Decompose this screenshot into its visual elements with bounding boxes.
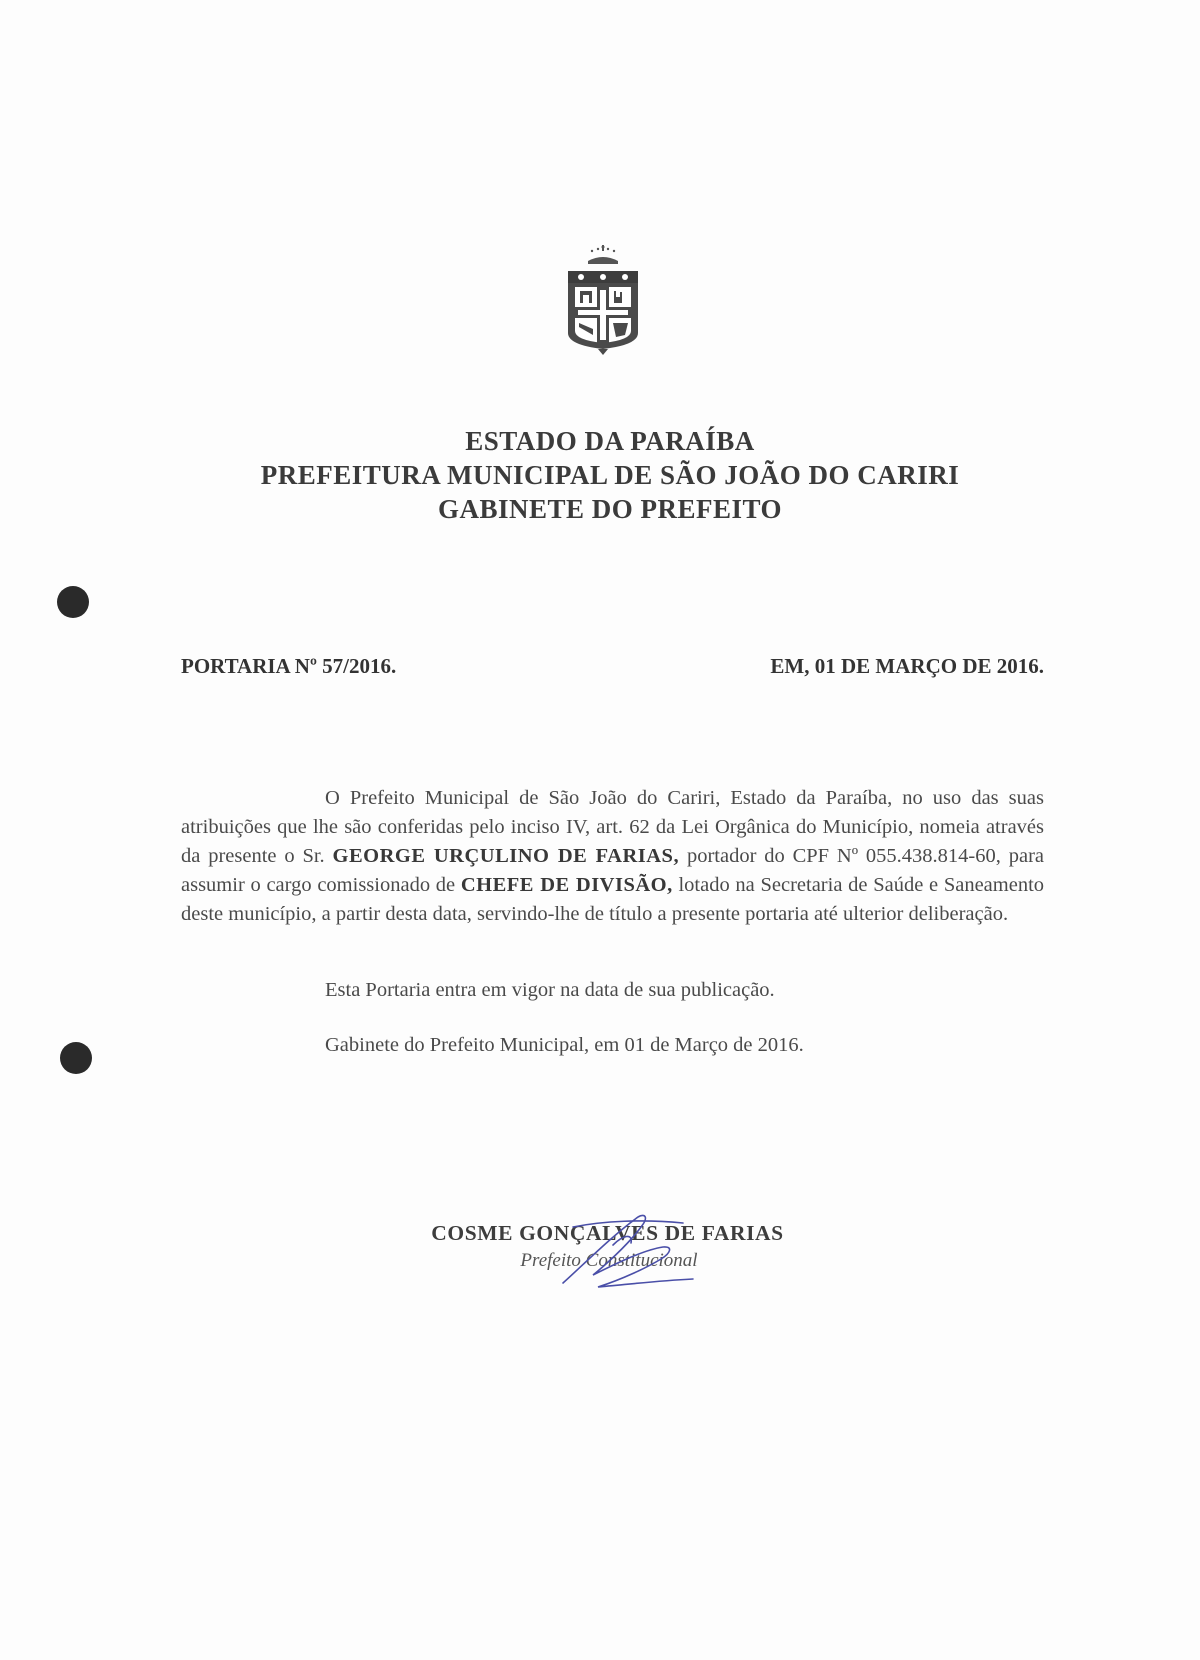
punch-hole [57, 586, 89, 618]
body-text-part: portador do CPF Nº 055.438.814-60, para assumir o cargo comissionado de [181, 845, 1045, 896]
document-header [0, 424, 1200, 526]
ordinance-number: PORTARIA Nº 57/2016. [181, 654, 397, 678]
signatory-name: COSME GONÇALVES DE FARIAS [431, 1221, 784, 1245]
state-name: ESTADO DA PARAÍBA [465, 426, 755, 456]
appointee-name: GEORGE URÇULINO DE FARIAS, [332, 845, 680, 867]
body-text-part: lotado na Secretaria de Saúde e Saneamento deste município, a partir desta data, servindo-lhe de título a presente portaria até ulterior deliberação. [181, 874, 1045, 925]
issuance-line: Gabinete do Prefeito Municipal, em 01 de Março de 2016. [325, 1034, 804, 1056]
body-text-part: O Prefeito Municipal de São João do Cariri, Estado da Paraíba, no uso das suas atribuições que lhe são conferidas pelo inciso IV, art. 62 da Lei Orgânica do Município, nomeia através da presente o Sr. [181, 787, 1044, 867]
municipal-coat-of-arms-icon [548, 245, 658, 365]
office-name: GABINETE DO PREFEITO [437, 494, 783, 524]
effective-clause: Esta Portaria entra em vigor na data de sua publicação. [325, 979, 775, 1001]
ordinance-body [181, 784, 1044, 929]
appointed-role: CHEFE DE DIVISÃO, [460, 874, 673, 896]
punch-hole [60, 1042, 92, 1074]
signatory-title: Prefeito Constitucional [520, 1250, 698, 1271]
ordinance-date: EM, 01 DE MARÇO DE 2016. [770, 654, 1044, 678]
handwritten-signature-icon [553, 1205, 713, 1295]
ordinance-reference [181, 654, 1044, 679]
municipality-name: PREFEITURA MUNICIPAL DE SÃO JOÃO DO CARIRI [260, 460, 960, 490]
